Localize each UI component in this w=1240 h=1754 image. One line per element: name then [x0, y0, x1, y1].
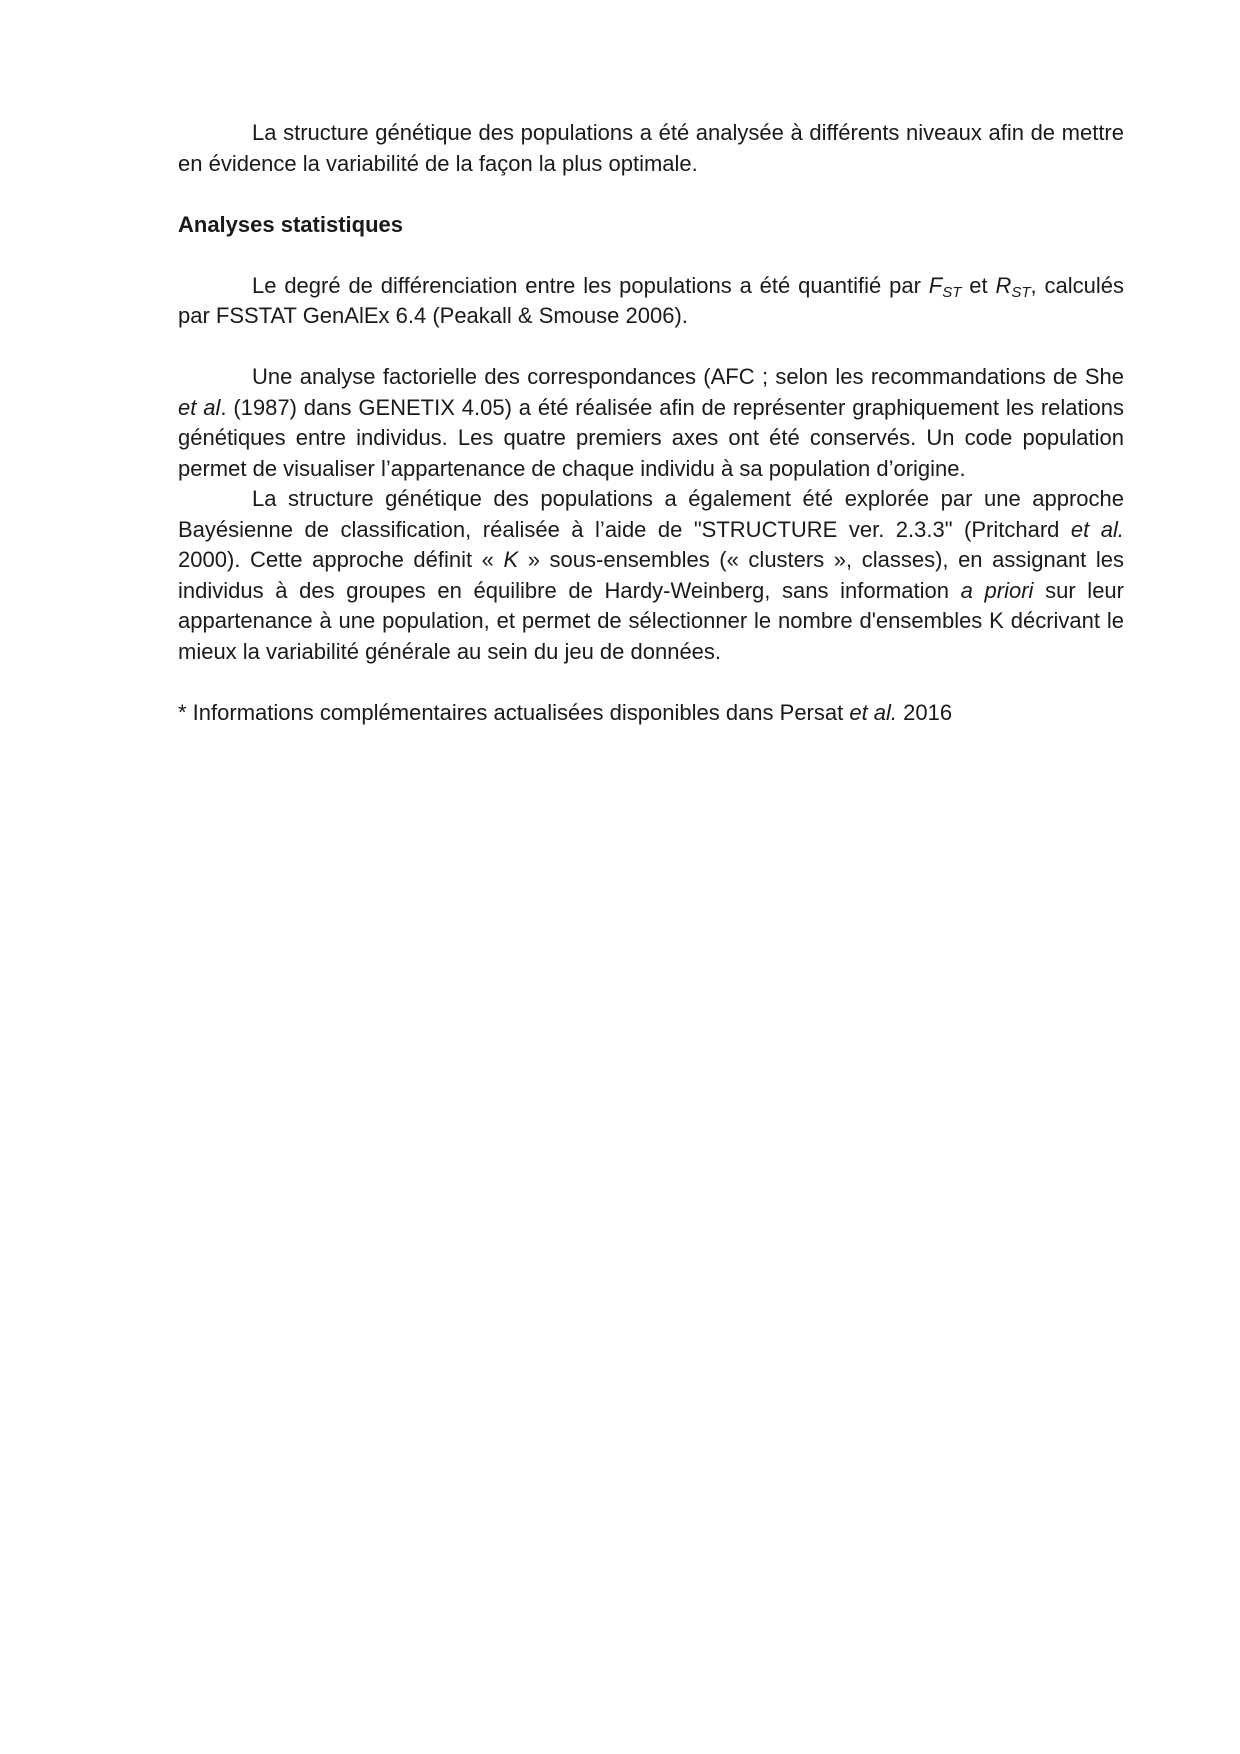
- paragraph-afc-etal: et al: [178, 394, 221, 420]
- paragraph-structure: [178, 484, 1124, 667]
- page-content: [178, 118, 1124, 728]
- paragraph-intro: [178, 118, 1124, 179]
- paragraph-structure-etal: et al.: [1070, 516, 1124, 542]
- fst-symbol: [928, 272, 962, 301]
- paragraph-structure-text-c: » sous-ensembles (« clusters », classes), en assignant les individus à des groupes en équilibre de Hardy-Weinberg, sans information: [178, 547, 1124, 603]
- paragraph-afc-text-a: Une analyse factorielle des correspondances (AFC ; selon les recommandations de She: [252, 364, 1124, 389]
- paragraph-structure-apriori: a priori: [960, 577, 1034, 603]
- paragraph-structure-text-d: sur leur appartenance à une population, et permet de sélectionner le nombre d'ensembles K décrivant le mieux la variabilité générale au sein du jeu de données.: [178, 577, 1124, 664]
- footnote-text-a: * Informations complémentaires actualisées disponibles dans Persat: [178, 699, 850, 725]
- paragraph-differentiation: [178, 271, 1124, 332]
- footnote-text-b: 2016: [897, 699, 953, 725]
- fst-subscript: ST: [942, 283, 962, 301]
- rst-symbol: [995, 272, 1031, 301]
- paragraph-differentiation-text-a: Le degré de différenciation entre les populations a été quantifié par: [252, 272, 929, 298]
- rst-subscript: ST: [1011, 283, 1031, 301]
- footnote-etal: et al.: [849, 699, 898, 725]
- section-heading: Analyses statistiques: [178, 211, 403, 237]
- paragraph-differentiation-text-b: et: [961, 272, 996, 298]
- paragraph-differentiation-text-c: , calculés par FSSTAT GenAlEx 6.4 (Peakall & Smouse 2006).: [178, 272, 1124, 328]
- paragraph-structure-text-b: 2000). Cette approche définit «: [178, 547, 504, 572]
- paragraph-structure-text-a: La structure génétique des populations a également été explorée par une approche Bayésienne de classification, réalisée à l’aide de "STRUCTURE ver. 2.3.3" (Pritchard: [178, 486, 1124, 542]
- paragraph-afc: [178, 362, 1124, 484]
- paragraph-structure-k: K: [503, 547, 519, 572]
- paragraph-intro-text: La structure génétique des populations a été analysée à différents niveaux afin de mettre en évidence la variabilité de la façon la plus optimale.: [178, 120, 1124, 176]
- footnote: [178, 698, 1124, 729]
- fst-letter: F: [928, 272, 943, 298]
- paragraph-afc-text-b: . (1987) dans GENETIX 4.05) a été réalisée afin de représenter graphiquement les relations génétiques entre individus. Les quatre premiers axes ont été conservés. Un code population permet de visualiser l’appartenance de chaque individu à sa population d’origine.: [178, 394, 1124, 481]
- rst-letter: R: [995, 272, 1012, 298]
